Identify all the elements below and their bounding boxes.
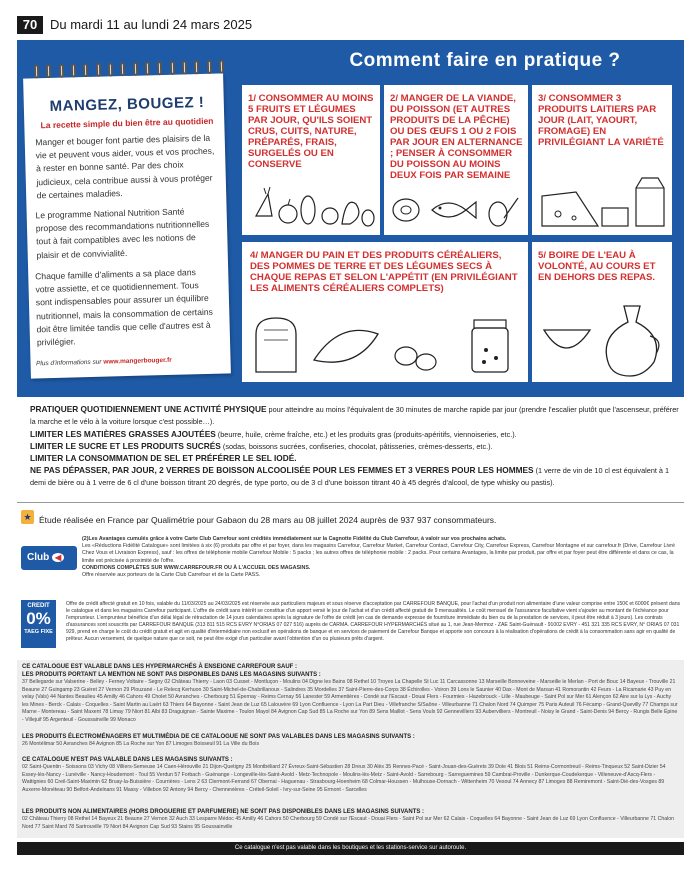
validity-3-text: 02 Saint-Quentin - Soissons 03 Vichy 08 Villiers-Semeuse 14 Caen-Hérouville 21 Dijon-Quetigny 25 Montbéliard 27 Évreux-Saint-Sébastien 28 Dreux 30 Alès 35 Rennes-Pacé - Saint-Jouan-des-Guérets 39 Dole 41 Blois 51 Reims-Cormontreuil - Reims-Tinqueux 52 Saint-Dizier 54 Essey-lès-Nancy - Lunéville - Nancy-Houdemont - Toul 55 Verdun 57 Forbach - Guénange - Longeville-lès-Saint-Avold - Metz-Technopole - Moulins-lès-Metz - Saint-Avold - Sarrebourg - Sarreguemines 59 Cambrai-Proville - Dunkerque-Coudekerque - Villeneuve-d'Ascq-Flers - Wattignies 60 Creil-Saint-Maximin 62 Bruay-la-Buissière - Courrières - Lens 2 63 Clermont-Ferrand 67 Obernai - Haguenau - Strasbourg-Hoenheim 68 Colmar-Houssen - Mulhouse-Dornach - Wittenheim 70 Vesoul 74 Annecy 87 Limoges 88 Remiremont - Saint-Dié-des-Vosges 89 Auxerre-Monéteau 90 Belfort-Andelnans 91 Massy - Villebon 92 Antony 94 Bercy - Chennevières - Créteil-Soleil - Ivry-sur-Seine 95 Ermont - Sarcelles xyxy=(22,764,666,793)
water-illustration xyxy=(536,300,668,378)
cereals-illustration xyxy=(248,310,524,378)
rec-alcohol-title: NE PAS DÉPASSER, PAR JOUR, 2 VERRES DE BOISSON ALCOOLISÉE POUR LES FEMMES ET 3 VERRES POUR LES HOMMES xyxy=(30,465,534,475)
box-dairy-text: 3/ CONSOMMER 3 PRODUITS LAITIERS PAR JOUR (LAIT, YAOURT, FROMAGE) EN PRIVILÉGIANT LA VARIÉTÉ xyxy=(538,93,664,148)
rec-salt-title: LIMITER LA CONSOMMATION DE SEL ET PRÉFÉRER LE SEL IODÉ. xyxy=(30,453,297,463)
fruits-vegetables-illustration xyxy=(246,186,376,230)
club-logo-text: Club xyxy=(27,552,50,563)
meat-fish-eggs-illustration xyxy=(388,188,524,230)
validity-4-title: LES PRODUITS NON ALIMENTAIRES (HORS DROGUERIE ET PARFUMERIE) NE SONT PAS DISPONIBLES DANS LES MAGASINS SUIVANTS : xyxy=(22,809,425,815)
notepad-subtitle: La recette simple du bien être au quotidien xyxy=(40,115,214,131)
validity-4-text: 02 Château Thierry 08 Rethel 14 Bayeux 21 Beaune 27 Vernon 32 Auch 33 Lesparre Médoc 45 Amilly 46 Cahors 50 Cherbourg 59 Condé sur l'Escaut - Douai Flers - Saint Pol sur Mer 62 Calais - Coquelles 64 Bayonne - Saint Jean de Luz 69 Lyon Confluence - Villeurbanne 71 Chalon Nord 77 Saint Mard 78 Sartrouville 79 Niort 84 Avignon Cap Sud 93 Stains 95 Goussainville xyxy=(22,816,675,830)
club-line-4: Offre réservée aux porteurs de la Carte Club Carrefour et de la Carte PASS. xyxy=(82,572,261,579)
rec-sugar-text: (sodas, boissons sucrées, confiseries, chocolat, pâtisseries, crèmes-desserts, etc.). xyxy=(220,442,493,451)
award-icon: ★ xyxy=(21,510,34,524)
rec-sugar-title: LIMITER LE SUCRE ET LES PRODUITS SUCRÉS xyxy=(30,441,221,451)
club-carrefour-logo: Club ◀ xyxy=(21,546,77,570)
study-note: Étude réalisée en France par Qualimétrie pour Gabaon du 28 mars au 08 juillet 2024 auprès de 937 937 consommateurs. xyxy=(39,515,497,525)
validity-section-3 xyxy=(22,756,678,794)
box-meat-fish-eggs-text: 2/ MANGER DE LA VIANDE, DU POISSON (ET AUTRES PRODUITS DE LA PÊCHE) OU DES ŒUFS 1 OU 2 FOIS PAR JOUR EN ALTERNANCE ; PENSER À CONSOMMER DU POISSON AU MOINS DEUX FOIS PAR SEMAINE xyxy=(390,93,523,181)
box-water-text: 5/ BOIRE DE L'EAU À VOLONTÉ, AU COURS ET EN DEHORS DES REPAS. xyxy=(538,250,656,283)
club-line-1: (2)Les Avantages cumulés grâce à votre Carte Club Carrefour sont crédités immédiatement sur la Cagnotte Fidélité du Club Carrefour, à valoir sur vos prochains achats. xyxy=(82,536,507,542)
rec-activity-title: PRATIQUER QUOTIDIENNEMENT UNE ACTIVITÉ PHYSIQUE xyxy=(30,404,267,414)
notepad-paragraph-2: Le programme National Nutrition Santé propose des recommandations nutritionnelles tout à fait compatibles avec les notions de plaisir et de convivialité. xyxy=(35,206,210,260)
club-conditions xyxy=(82,536,682,579)
footer-note: Ce catalogue n'est pas valable dans les boutiques et les stations-service sur autoroute. xyxy=(17,842,684,855)
credit-terms: Offre de crédit affecté gratuit en 10 fois, valable du 11/03/2025 au 24/03/2025 est réservée aux particuliers majeurs et sous réserve d'acceptation par CARREFOUR BANQUE, pour l'achat d'un produit non alimentaire d'une valeur comprise entre 150€ et 6000€ présent dans le catalogue et dans les magasins Carrefour participant. L'offre de crédit sans intérêt se constitue d'un apport versé le jour de l'achat et d'un crédit affecté gratuit de 9 mensualités. Le coût mensuel de l'assurance facultative vient s'ajouter au montant de l'échéance pour l'emprunteur. L'emprunteur bénéficie d'un délai légal de rétractation de 14 jours calendaires après la signature de l'offre de crédit (en cas de demande expresse de fourniture immédiate du bien ou de la prestation de services, il peut être réduit à 3 jours). Les contrats d'assurances sont souscrits par CARREFOUR BANQUE (313 811 515 RCS EVRY N°ORIAS 07 027 516) auprès de CARMA. CARREFOUR HYPERMARCHÉS situé au 1, rue Jean-Mermoz - ZAE Saint-Guénault - 91002 EVRY - 451 321 335 RCS EVRY, N° ORIAS 07 031 929, prend en charge le coût du crédit gratuit et agit en qualité d'intermédiaire non exclusif en opérations de banque et en services de paiement de Carrefour Banque et apporte son concours à la réalisation d'opérations de crédit à la consommation sans agir en qualité de prêteur. Aucun versement, de quelque nature que ce soit, ne peut être exigé d'un particulier avant l'obtention d'un ou plusieurs prêts d'argent. xyxy=(66,601,681,643)
validity-3-title: CE CATALOGUE N'EST PAS VALABLE DANS LES MAGASINS SUIVANTS : xyxy=(22,757,233,763)
dairy-illustration xyxy=(536,170,668,230)
validity-section-4 xyxy=(22,808,678,831)
validity-section-2 xyxy=(22,733,678,749)
rec-alcohol xyxy=(30,464,680,489)
more-info-link[interactable]: www.mangerbouger.fr xyxy=(103,356,172,366)
club-line-2: Les «Réductions Fidélité Catalogue» sont limitées à six (6) produits par offre et par foyer, dans les magasins Carrefour, Carrefour Market, Carrefour Contact, Carrefour City, Carrefour Express, Carrefour Montagne et sur carrefour.fr (Drive, Carrefour Livré Chez Vous et Livraison Express), sauf : les offres de téléphonie mobile Carrefour Mobile : 5 packs ; les autres offres de téléphonie mobile : 2 packs. Pour certains Avantages, la limite par produit, par offre et par foyer peut être différente et dans ce cas, la limite est précisée à proximité de l'offre. xyxy=(82,543,676,564)
box-cereals-text: 4/ MANGER DU PAIN ET DES PRODUITS CÉRÉALIERS, DES POMMES DE TERRE ET DES LÉGUMES SECS À CHAQUE REPAS ET SELON L'APPÉTIT (EN PRIVILÉGIANT LES ALIMENTS CÉRÉALIERS COMPLETS) xyxy=(250,250,518,294)
validity-1-subtitle: LES PRODUITS PORTANT LA MENTION NE SONT PAS DISPONIBLES DANS LES MAGASINS SUIVANTS : xyxy=(22,672,321,678)
page-number: 70 xyxy=(17,16,43,34)
credit-badge xyxy=(21,600,56,648)
rec-alcohol-text: (1 verre de vin de 10 cl est équivalent à 1 demi de bière ou à 1 verre de 6 cl d'une boisson titrant 20 degrés, de type porto, ou de 3 cl d'une boisson titrant 40 à 45 degrés d'alcool, de type whisky ou pastis). xyxy=(30,466,670,487)
rec-activity xyxy=(30,403,680,428)
divider xyxy=(17,502,684,503)
rec-activity-text: pour atteindre au moins l'équivalent de 30 minutes de marche rapide par jour (prendre l'escalier plutôt que l'ascenseur, préférer la marche et le vélo à la voiture lorsque c'est possible…). xyxy=(30,405,679,426)
notepad-title: MANGEZ, BOUGEZ ! xyxy=(49,93,205,116)
credit-sub: TAEG FIXE xyxy=(24,629,53,635)
box-fruits-vegetables-text: 1/ CONSOMMER AU MOINS 5 FRUITS ET LÉGUMES PAR JOUR, QU'ILS SOIENT CRUS, CUITS, NATURE, PRÉPARÉS, FRAIS, SURGELÉS OU EN CONSERVE xyxy=(248,93,374,170)
validity-1-title: CE CATALOGUE EST VALABLE DANS LES HYPERMARCHÉS À ENSEIGNE CARREFOUR SAUF : xyxy=(22,664,298,670)
credit-label: CREDIT xyxy=(27,603,50,609)
credit-rate: 0% xyxy=(26,609,51,628)
panel-title: Comment faire en pratique ? xyxy=(349,50,621,71)
more-info-prefix: Plus d'informations sur xyxy=(35,358,102,368)
validity-1-text: 37 Bellegarde sur Valserine - Belley - Ferney Voltaire - Segny 02 Château Thierry - Laon 03 Cusset - Montluçon - Moulins 04 Digne les Bains 08 Rethel 10 Troyes La Chapelle St Luc 11 Carcassonne 13 Marseille Bonneveine - Marseille le Merlan - Port de Bouc 14 Bayeux - Trouville 21 Beaune 27 Guingamp 23 Guéret 27 Vernon 29 Plouzané - Le Relecq Kerhuon 30 Saint-Michel-de-Chabrillanoux - Salindres 35 Mordelles 37 Saint-Pierre-des-Corps 38 Échirolles - Voiron 39 Lons le Saunier 40 Dax - Mont de Marsan 41 Romorantin 42 Feurs - La Ricamarie 43 Puy en velay (Vals) 44 Nantes Beaulieu 45 Amilly 46 Cahors 49 Cholet 50 Avranches - Cherbourg 51 Épernay - Reims Cernay 56 Lanester 59 Armentières - Condé sur l'Escaut - Douai Flers - Fourmies - Hazebrouck - Lille - Maubeuge - Saint Pol sur Mer 61 Alençon 62 Aire sur la Lys - Auchy les Mines - Berck - Calais - Coquelles - Saint Martin au Laërt 63 Thiers 64 Bayonne - Saint Jean de Luz 65 Lalouvère 69 Lyon Confluence - Lyon La Part Dieu - Villefranche S/Saône - Villeurbanne 71 Chalon Nord 74 Quimper 75 Paris Auteuil 76 Fécamp - Grand-Quevilly 77 Champs sur Marne - Montereau - Saint Maxent 78 Limay 79 Niort 81 Albi 83 Draguignan - Sainte Maxime - Toulon Mayol 84 Avignon Cap Sud 85 La Roche sur Yon 89 Sens Maillot - Sens Voulx 92 Gennevilliers 93 Aubervilliers - Montreuil - Noisy le Grand - Saint-Denis 94 Bercy - Rungis Belle Épine - Villejuif 95 Argenteuil - Goussainville 99 Monaco xyxy=(22,679,678,723)
notepad-paragraph-1: Manger et bouger font partie des plaisirs de la vie et peuvent vous aider, vous et vos proches, à rester en bonne santé. Par des choix judicieux, cela contribue aussi à vous protéger de certaines maladies. xyxy=(35,132,215,201)
rec-fats-text: (beurre, huile, crème fraîche, etc.) et les produits gras (produits-apéritifs, viennoiseries, etc.). xyxy=(215,430,517,439)
date-range: Du mardi 11 au lundi 24 mars 2025 xyxy=(50,17,253,32)
validity-section-1 xyxy=(22,663,678,725)
validity-2-title: LES PRODUITS ÉLECTROMÉNAGERS ET MULTIMÉDIA DE CE CATALOGUE NE SONT PAS VALABLES DANS LES MAGASINS SUIVANTS : xyxy=(22,734,415,740)
notepad-paragraph-3: Chaque famille d'aliments a sa place dans votre assiette, et ce quotidiennement. Tous sont indispensables pour assurer un équilibre nutritionnel, mais la consommation de certains doit être limitée tandis que celle d'autres est à privilégier. xyxy=(35,267,213,348)
rec-fats-title: LIMITER LES MATIÈRES GRASSES AJOUTÉES xyxy=(30,429,216,439)
club-line-3: CONDITIONS COMPLÈTES SUR WWW.CARREFOUR.FR OU À L'ACCUEIL DES MAGASINS. xyxy=(82,564,311,571)
validity-2-text: 26 Montélimar 50 Avranches 84 Avignon 85 La Roche sur Yon 87 Limoges Boisseuil 91 La Ville du Bois xyxy=(22,741,260,747)
